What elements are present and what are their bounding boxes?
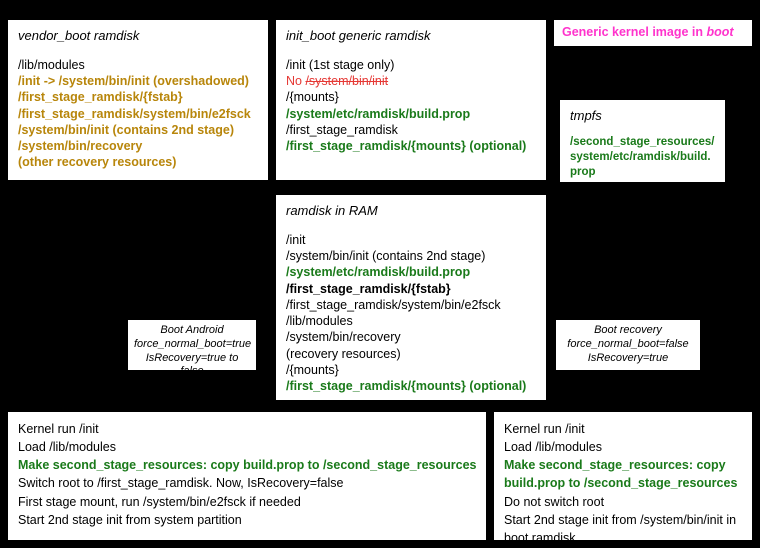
tmpfs-lines xyxy=(570,135,715,180)
left-step-line: Load /lib/modules xyxy=(18,440,116,455)
left-steps-lines xyxy=(18,420,476,529)
vendor-boot-line: (other recovery resources) xyxy=(18,155,177,170)
ramdisk-in-ram-box xyxy=(276,195,546,400)
init-boot-title: init_boot generic ramdisk xyxy=(286,28,431,43)
kernel-image-partition: boot xyxy=(706,25,734,39)
init-boot-no-prefix: No xyxy=(286,74,306,89)
right-steps-lines xyxy=(504,420,742,547)
vendor-boot-line: /lib/modules xyxy=(18,57,85,72)
init-boot-line: /{mounts} xyxy=(286,90,339,105)
kernel-image-label: Generic kernel image in xyxy=(562,25,707,39)
init-boot-line: /init (1st stage only) xyxy=(286,57,395,72)
vendor-boot-title: vendor_boot ramdisk xyxy=(18,28,140,43)
right-step-line: Load /lib/modules xyxy=(504,440,602,455)
ramdisk-ram-line: /init xyxy=(286,232,306,247)
ramdisk-ram-title: ramdisk in RAM xyxy=(286,203,378,218)
vendor-boot-line: /init -> /system/bin/init (overshadowed) xyxy=(18,74,249,89)
boot-android-box xyxy=(128,320,256,378)
vendor-boot-line: /first_stage_ramdisk/{fstab} xyxy=(18,90,183,105)
ramdisk-ram-line: /{mounts} xyxy=(286,362,339,377)
boot-recovery-line: IsRecovery=true xyxy=(587,351,669,364)
right-step-line: Do not switch root xyxy=(504,494,605,509)
ramdisk-ram-line: /system/bin/init (contains 2nd stage) xyxy=(286,249,486,264)
boot-android-line: Boot Android xyxy=(160,324,224,336)
generic-kernel-image-box xyxy=(554,20,752,46)
right-step-line: Kernel run /init xyxy=(504,422,585,436)
ramdisk-ram-line: /first_stage_ramdisk/{mounts} (optional) xyxy=(286,379,527,394)
boot-recovery-line: force_normal_boot=false xyxy=(567,337,689,350)
left-step-line: First stage mount, run /system/bin/e2fsck if needed xyxy=(18,494,301,509)
ramdisk-ram-line: /first_stage_ramdisk/system/bin/e2fsck xyxy=(286,297,501,312)
right-step-line: Start 2nd stage init from /system/bin/init in boot ramdisk xyxy=(504,512,737,545)
right-boot-steps-box xyxy=(494,412,752,545)
boot-recovery-line: Boot recovery xyxy=(594,324,662,336)
vendor-boot-ramdisk-box xyxy=(8,20,268,180)
boot-recovery-box xyxy=(556,320,700,370)
ramdisk-ram-line: (recovery resources) xyxy=(286,346,401,361)
ramdisk-ram-line: /system/bin/recovery xyxy=(286,330,401,345)
vendor-boot-line: /system/bin/recovery xyxy=(18,139,143,154)
init-boot-struck-path: /system/bin/init xyxy=(305,74,389,89)
init-boot-ramdisk-box xyxy=(276,20,546,180)
tmpfs-title: tmpfs xyxy=(570,108,602,123)
left-step-line: Make second_stage_resources: copy build.prop to /second_stage_resources xyxy=(18,458,477,473)
right-step-line: Make second_stage_resources: copy build.prop to /second_stage_resources xyxy=(504,458,738,491)
tmpfs-line: /second_stage_resources/system/etc/ramdisk/build.prop xyxy=(570,135,715,178)
ramdisk-ram-line: /lib/modules xyxy=(286,314,353,329)
left-step-line: Switch root to /first_stage_ramdisk. Now, IsRecovery=false xyxy=(18,476,344,491)
boot-android-line: IsRecovery=true to false xyxy=(145,351,239,378)
vendor-boot-line: /system/bin/init (contains 2nd stage) xyxy=(18,122,235,137)
init-boot-line: /system/etc/ramdisk/build.prop xyxy=(286,106,471,121)
left-boot-steps-box xyxy=(8,412,486,540)
ramdisk-ram-line: /system/etc/ramdisk/build.prop xyxy=(286,265,471,280)
tmpfs-box xyxy=(560,100,725,182)
init-boot-lines xyxy=(286,57,536,155)
init-boot-line: /first_stage_ramdisk/{mounts} (optional) xyxy=(286,139,527,154)
boot-android-line: force_normal_boot=true xyxy=(134,337,252,350)
vendor-boot-lines xyxy=(18,57,258,171)
ramdisk-ram-line: /first_stage_ramdisk/{fstab} xyxy=(286,281,451,296)
vendor-boot-line: /first_stage_ramdisk/system/bin/e2fsck xyxy=(18,106,251,121)
ramdisk-ram-lines xyxy=(286,232,536,395)
left-step-line: Start 2nd stage init from system partition xyxy=(18,512,242,527)
init-boot-line-no-system-bin-init xyxy=(286,73,536,89)
left-step-line: Kernel run /init xyxy=(18,422,99,436)
init-boot-line: /first_stage_ramdisk xyxy=(286,122,398,137)
